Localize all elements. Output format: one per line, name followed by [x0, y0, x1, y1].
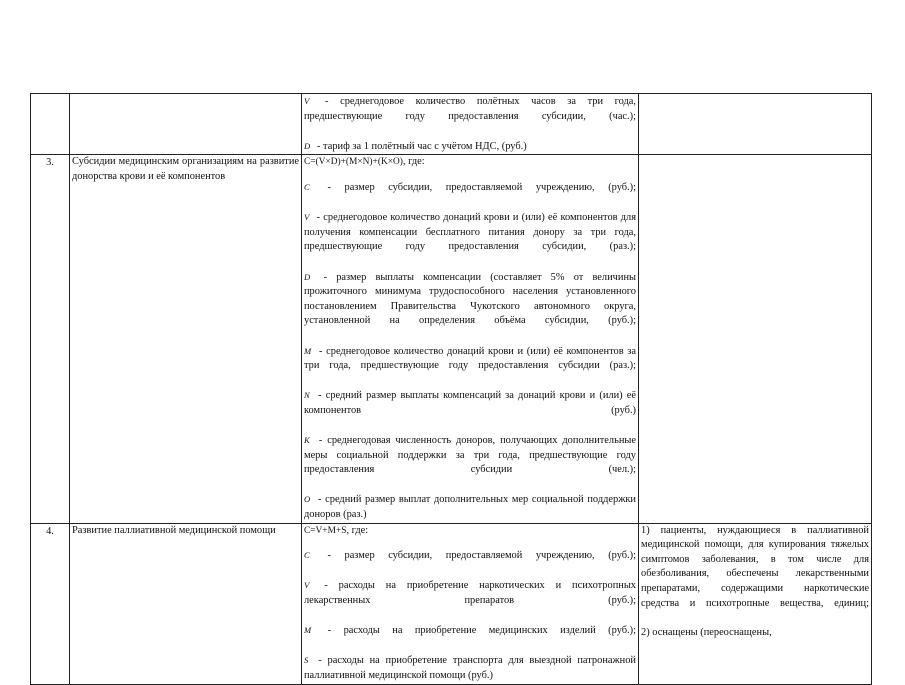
indicator-cell — [639, 94, 872, 155]
table-row — [31, 523, 872, 684]
term-description: - среднегодовое количество полётных часов за три года, предшествующие году предоставления субсидии, (час.); — [304, 96, 636, 122]
formula-term — [304, 492, 636, 522]
formula-term — [304, 210, 636, 269]
row-number: 4. — [31, 523, 70, 684]
term-description: - расходы на приобретение медицинских изделий (руб.); — [315, 625, 636, 637]
formula-term — [304, 270, 636, 344]
subsidy-name: Развитие паллиативной медицинской помощи — [70, 523, 302, 684]
formula — [304, 524, 636, 539]
subsidy-name: Субсидии медицинским организациям на развитие донорства крови и её компонентов — [70, 155, 302, 523]
indicator-cell — [639, 523, 872, 684]
subsidy-table — [30, 93, 872, 685]
indicator-item: 2) оснащены (переоснащены, — [641, 626, 772, 638]
formula-term — [304, 180, 636, 210]
formula-term — [304, 388, 636, 433]
subsidy-name — [70, 94, 302, 155]
symbol: V — [304, 212, 310, 223]
calculation-cell — [302, 523, 639, 684]
formula-term — [304, 623, 636, 653]
symbol: С — [304, 550, 310, 561]
term-description: - средний размер выплаты компенсаций за донаций крови и (или) её компонентов (руб.) — [304, 390, 636, 416]
term-description: - среднегодовое количество донаций крови и (или) её компонентов для получения компенсации бесплатного питания донору за три года, предшествующие году предоставления субсидии, (раз.); — [304, 212, 636, 253]
formula-term — [304, 344, 636, 389]
symbol: О — [304, 494, 311, 505]
term-description: - расходы на приобретение наркотических и психотропных лекарственных препаратов (руб.); — [304, 580, 636, 606]
symbol: М — [304, 345, 312, 356]
table-row — [31, 94, 872, 155]
term-description: - расходы на приобретение транспорта для выездной патронажной паллиативной медицинской помощи (руб.) — [304, 655, 636, 681]
term-description: - тариф за 1 полётный час с учётом НДС, (руб.) — [314, 140, 527, 152]
term-description: - среднегодовая численность доноров, получающих дополнительные меры социальной поддержки за три года, предшествующие году предоставления субсидии (чел.); — [304, 435, 636, 476]
row-number — [31, 94, 70, 155]
symbol: К — [304, 435, 310, 446]
calculation-cell — [302, 94, 639, 155]
symbol: М — [304, 625, 312, 636]
row-number: 3. — [31, 155, 70, 523]
calculation-cell — [302, 155, 639, 523]
term-description: - размер субсидии, предоставляемой учреждению, (руб.); — [313, 550, 636, 562]
symbol: D — [304, 271, 311, 282]
term-description: - размер субсидии, предоставляемой учреждению, (руб.); — [313, 181, 636, 193]
term-description: - средний размер выплат дополнительных мер социальной поддержки доноров (раз.) — [304, 494, 636, 521]
formula-tail: , где: — [346, 524, 369, 536]
formula-term — [304, 139, 636, 155]
formula-tail: , где: — [402, 156, 425, 168]
formula-expression: С=(V×D)+(M×N)+(K×O) — [304, 157, 403, 168]
symbol: V — [304, 580, 310, 591]
indicator-cell — [639, 155, 872, 523]
formula-term — [304, 578, 636, 623]
formula — [304, 155, 636, 170]
symbol: N — [304, 390, 310, 401]
formula-term — [304, 548, 636, 578]
formula-term — [304, 653, 636, 683]
table-row — [31, 155, 872, 523]
symbol: S — [304, 655, 309, 666]
symbol: V — [304, 96, 310, 106]
indicator-item: 1) пациенты, нуждающиеся в паллиативной медицинской помощи, для купирования тяжелых симптомов заболевания, в том числе для обезболивания, обеспечены лекарственными препаратами, содержащими наркотические средства и психотропные вещества, единиц; — [641, 524, 869, 609]
term-description: - размер выплаты компенсации (составляет 5% от величины прожиточного минимума трудоспособного населения установленного постановлением Правительства Чукотского автономного округа, установленной на определения объёма субсидии, (руб.); — [304, 271, 636, 327]
formula-expression: С=V+M+S — [304, 525, 347, 536]
symbol: С — [304, 181, 310, 192]
formula-term — [304, 94, 636, 139]
term-description: - среднегодовое количество донаций крови и (или) её компонентов за три года, предшествующие году предоставления субсидии (раз.); — [304, 345, 636, 372]
formula-term — [304, 433, 636, 492]
symbol: D — [304, 140, 311, 151]
